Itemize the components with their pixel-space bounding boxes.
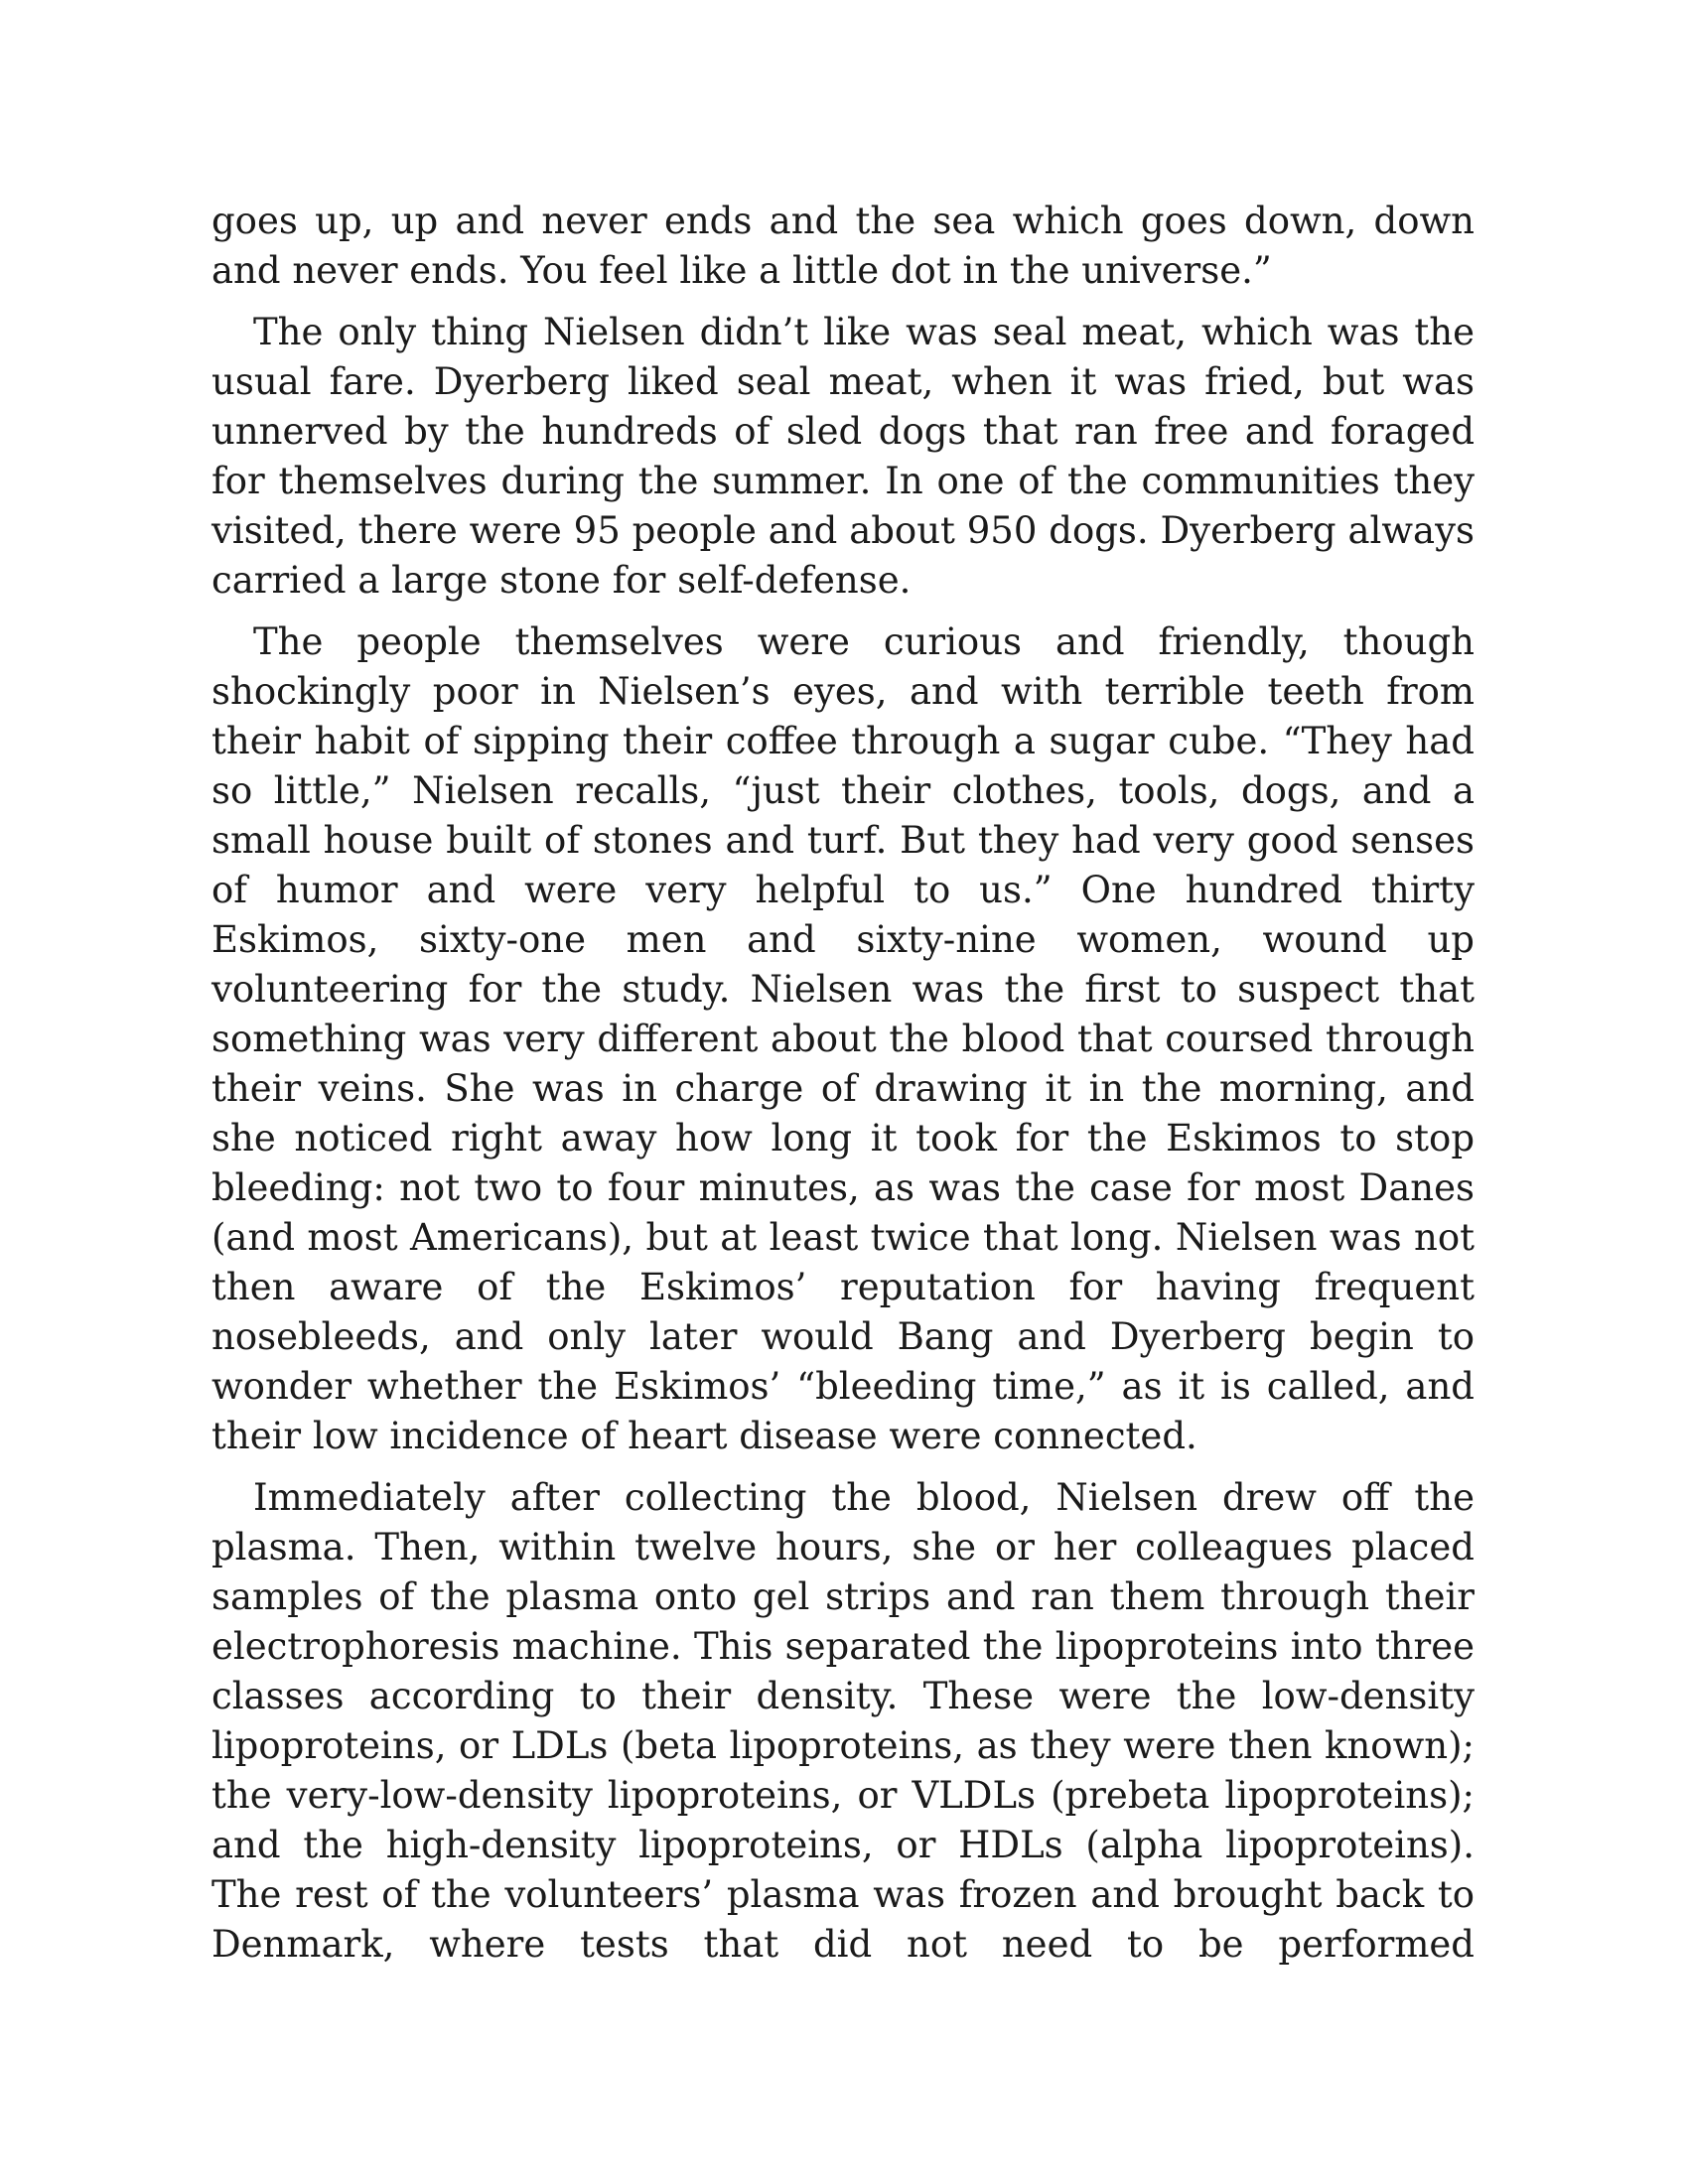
paragraph-people: The people themselves were curious and friendly, though shockingly poor in Nielsen’s eyes, and with terrible teeth from their habit of sipping their coffee through a sugar cube. “They had so little,” Nielsen recalls, “just their clothes, tools, dogs, and a small house built of stones and turf. But they had very good senses of humor and were very helpful to us.” One hundred thirty Eskimos, sixty-one men and sixty-nine women, wound up volunteering for the study. Nielsen was the first to suspect that something was very different about the blood that coursed through their veins. She was in charge of drawing it in the morning, and she noticed right away how long it took for the Eskimos to stop bleeding: not two to four minutes, as was the case for most Danes (and most Americans), but at least twice that long. Nielsen was not then aware of the Eskimos’ reputation for having frequent nosebleeds, and only later would Bang and Dyerberg begin to wonder whether the Eskimos’ “bleeding time,” as it is called, and their low incidence of heart disease were connected. xyxy=(211,620,1475,1457)
paragraph-seal-meat: The only thing Nielsen didn’t like was seal meat, which was the usual fare. Dyerberg liked seal meat, when it was fried, but was unnerved by the hundreds of sled dogs that ran free and foraged for themselves during the summer. In one of the communities they visited, there were 95 people and about 950 dogs. Dyerberg always carried a large stone for self-defense. xyxy=(211,311,1475,602)
paragraph-plasma: Immediately after collecting the blood, Nielsen drew off the plasma. Then, within twelve hours, she or her colleagues placed samples of the plasma onto gel strips and ran them through their electrophoresis machine. This separated the lipoproteins into three classes according to their density. These were the low-density lipoproteins, or LDLs (beta lipoproteins, as they were then known); the very-low-density lipoproteins, or VLDLs (prebeta lipoproteins); and the high-density lipoproteins, or HDLs (alpha lipoproteins). The rest of the volunteers’ plasma was frozen and brought back to Denmark, where tests that did not need to be performed xyxy=(211,1476,1475,1966)
paragraph-continued: goes up, up and never ends and the sea which goes down, down and never ends. You feel like a little dot in the universe.” xyxy=(211,200,1475,292)
book-page-text xyxy=(211,197,1475,1970)
